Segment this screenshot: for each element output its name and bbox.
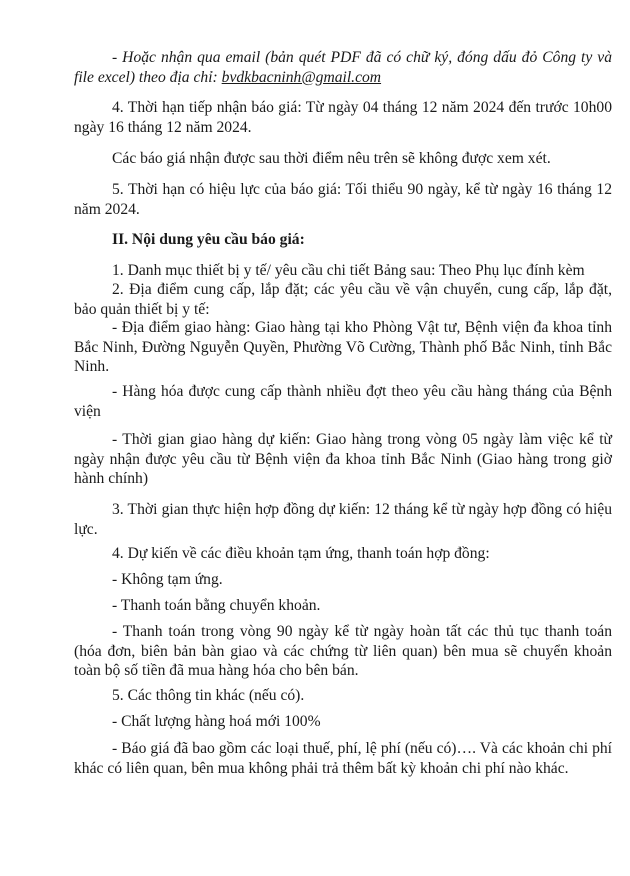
delivery-batches: - Hàng hóa được cung cấp thành nhiều đợt theo yêu cầu hàng tháng của Bệnh viện: [74, 383, 612, 420]
quote-validity-period: 5. Thời hạn có hiệu lực của báo giá: Tối thiểu 90 ngày, kể từ ngày 16 tháng 12 năm 2024.: [74, 181, 612, 218]
email-link[interactable]: bvdkbacninh@gmail.com: [221, 68, 382, 86]
delivery-address: - Địa điểm giao hàng: Giao hàng tại kho Phòng Vật tư, Bệnh viện đa khoa tỉnh Bắc Ninh, Đường Nguyễn Quyền, Phường Võ Cường, Thành phố Bắc Ninh, tỉnh Bắc Ninh.: [74, 319, 612, 375]
section-heading-quote-content: II. Nội dung yêu cầu báo giá:: [112, 231, 305, 248]
quote-receipt-period: 4. Thời hạn tiếp nhận báo giá: Từ ngày 04 tháng 12 năm 2024 đến trước 10h00 ngày 16 tháng 12 năm 2024.: [74, 99, 612, 136]
bank-transfer-payment: - Thanh toán bằng chuyển khoản.: [112, 597, 321, 614]
no-advance-payment: - Không tạm ứng.: [112, 571, 223, 588]
delivery-location-requirements: 2. Địa điểm cung cấp, lắp đặt; các yêu cầu về vận chuyển, cung cấp, lắp đặt, bảo quản thiết bị y tế:: [74, 281, 612, 318]
goods-quality: - Chất lượng hàng hoá mới 100%: [112, 713, 321, 730]
equipment-list-item: 1. Danh mục thiết bị y tế/ yêu cầu chi tiết Bảng sau: Theo Phụ lục đính kèm: [112, 262, 585, 279]
contract-duration: 3. Thời gian thực hiện hợp đồng dự kiến: 12 tháng kể từ ngày hợp đồng có hiệu lực.: [74, 501, 612, 538]
taxes-and-fees-included: - Báo giá đã bao gồm các loại thuế, phí, lệ phí (nếu có)…. Và các khoản chi phí khác có liên quan, bên mua không phải trả thêm bất kỳ khoản chi phí nào khác.: [74, 740, 612, 777]
email-submission-text: - Hoặc nhận qua email (bản quét PDF đã có chữ ký, đóng dấu đỏ Công ty và file excel) theo địa chỉ:: [74, 49, 612, 86]
email-submission-paragraph: [74, 48, 612, 87]
payment-terms-heading: 4. Dự kiến về các điều khoản tạm ứng, thanh toán hợp đồng:: [112, 545, 490, 562]
payment-within-90-days: - Thanh toán trong vòng 90 ngày kể từ ngày hoàn tất các thủ tục thanh toán (hóa đơn, biên bản bàn giao và các chứng từ liên quan) bên mua sẽ chuyển khoản toàn bộ số tiền đã mua hàng hóa cho bên bán.: [74, 623, 612, 679]
other-information-heading: 5. Các thông tin khác (nếu có).: [112, 687, 305, 704]
late-quotes-notice: Các báo giá nhận được sau thời điểm nêu trên sẽ không được xem xét.: [112, 150, 551, 167]
expected-delivery-time: - Thời gian giao hàng dự kiến: Giao hàng trong vòng 05 ngày làm việc kể từ ngày nhận được yêu cầu từ Bệnh viện đa khoa tỉnh Bắc Ninh (Giao hàng trong giờ hành chính): [74, 431, 612, 487]
